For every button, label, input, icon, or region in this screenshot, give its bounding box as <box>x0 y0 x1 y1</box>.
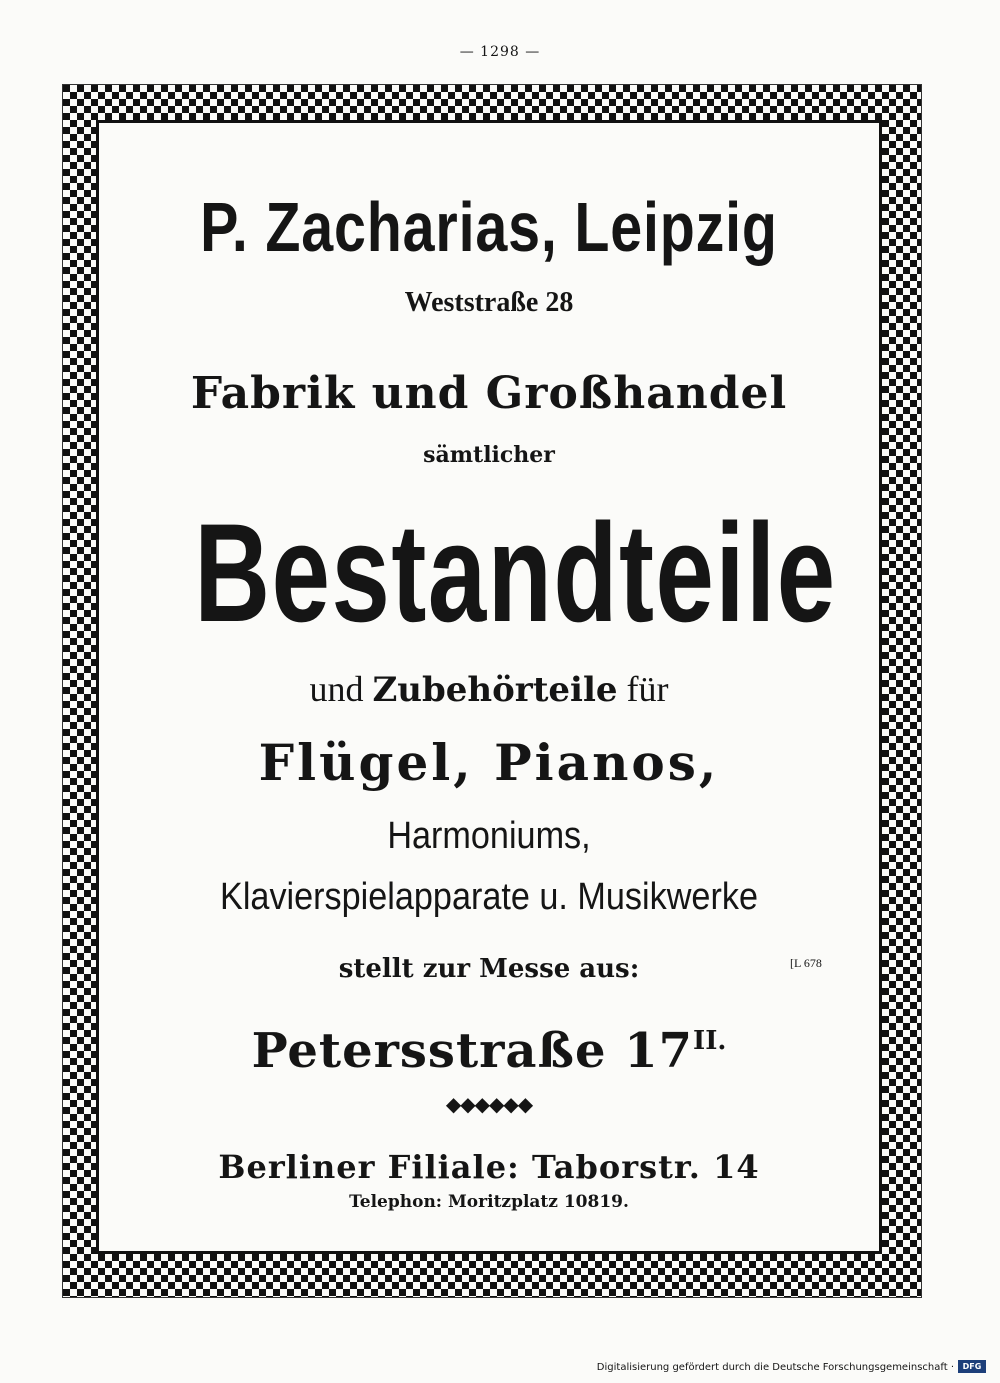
venue-address <box>96 1010 882 1082</box>
company-address: Weststraße 28 <box>404 287 574 318</box>
ornament-divider: ◆◆◆◆◆◆ <box>445 1092 533 1116</box>
page-number: — 1298 — <box>459 44 541 60</box>
company-name: P. Zacharias, Leipzig <box>200 188 778 266</box>
accessories-line <box>96 666 882 713</box>
accessories-prefix: und <box>309 669 364 709</box>
accessories-suffix: für <box>626 669 669 709</box>
telephone-line: Telephon: Moritzplatz 10819. <box>349 1192 629 1212</box>
instruments-line-3: Klavierspielapparate u. Musikwerke <box>220 876 758 918</box>
accessories-main: Zubehörteile <box>372 670 618 710</box>
exhibition-line: stellt zur Messe aus: <box>338 954 640 984</box>
branch-address: Berliner Filiale: Taborstr. 14 <box>218 1148 760 1186</box>
funding-note: Digitalisierung gefördert durch die Deutsche Forschungsgemeinschaft · <box>596 1362 954 1373</box>
venue-floor: II. <box>693 1026 727 1056</box>
dfg-logo: DFG <box>958 1360 986 1373</box>
instruments-line-2: Harmoniums, <box>387 815 591 857</box>
product-headline: Bestandteile <box>194 494 837 651</box>
venue-street: Petersstraße 17 <box>251 1023 694 1079</box>
reference-code: [L 678 <box>790 956 822 970</box>
business-qualifier: sämtlicher <box>423 442 555 468</box>
business-type: Fabrik und Großhandel <box>190 368 788 419</box>
instruments-line: Flügel, Pianos, <box>258 733 720 792</box>
